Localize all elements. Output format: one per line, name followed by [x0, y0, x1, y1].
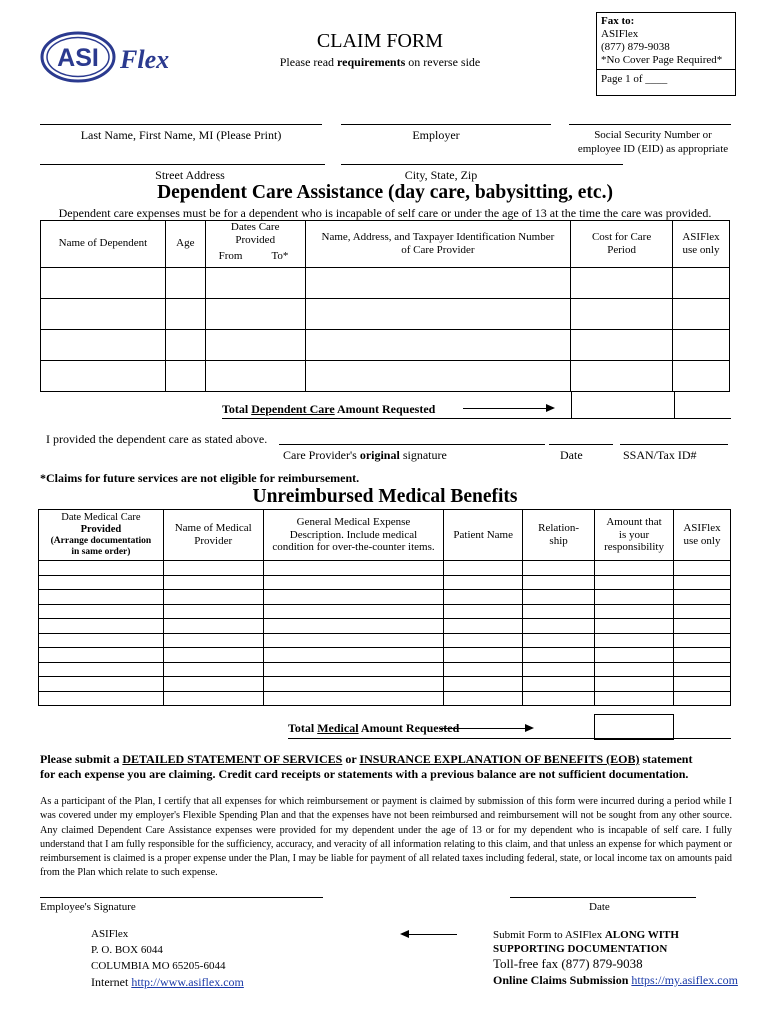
ssn-line[interactable] — [569, 124, 731, 125]
table-row[interactable] — [39, 590, 731, 605]
table-row[interactable] — [39, 604, 731, 619]
internet-link[interactable]: http://www.asiflex.com — [131, 975, 244, 989]
employer-line[interactable] — [341, 124, 551, 125]
logo-asi-text: ASI — [57, 44, 99, 72]
fax-name: ASIFlex — [601, 28, 639, 40]
table-row[interactable] — [39, 648, 731, 663]
col-dates: Dates Care Provided — [205, 221, 305, 248]
dependent-note: Dependent care expenses must be for a dependent who is incapable of self care or under the age of 13 at the time the care was provided. — [58, 206, 712, 220]
arrow-left-icon — [402, 934, 457, 935]
col-med-amount: Amount that is your responsibility — [595, 510, 674, 561]
medical-total-box[interactable] — [594, 714, 674, 740]
table-row[interactable] — [39, 575, 731, 590]
dependent-total-label: Total Dependent Care Amount Requested — [222, 402, 436, 416]
medical-total-label: Total Medical Amount Requested — [288, 721, 460, 735]
city-line[interactable] — [341, 164, 623, 165]
provider-signature-line[interactable] — [279, 444, 545, 445]
mailing-address: ASIFlex P. O. BOX 6044 COLUMBIA MO 65205-6044 Internet http://www.asiflex.com — [91, 928, 244, 989]
street-line[interactable] — [40, 164, 325, 165]
fax-label: Fax to: — [601, 15, 635, 27]
col-med-provider: Name of Medical Provider — [163, 510, 263, 561]
employee-date-line[interactable] — [510, 897, 696, 898]
col-to: To* — [255, 247, 305, 267]
online-link[interactable]: https://my.asiflex.com — [631, 973, 738, 987]
col-asiflex: ASIFlex use only — [673, 221, 730, 268]
medical-total-rule — [288, 738, 731, 739]
table-row[interactable] — [39, 691, 731, 706]
table-row[interactable] — [41, 267, 730, 298]
name-line[interactable] — [40, 124, 322, 125]
table-row[interactable] — [41, 298, 730, 329]
col-cost: Cost for Care Period — [571, 221, 673, 268]
certification-text: As a participant of the Plan, I certify that all expenses for which reimbursement or payment is claimed by submission of this form were incurred during a period while I was covered under my employer's Flexible Spending Plan and that the expenses have not been reimbursed and reimbursement will not be sought from any other source. Any claimed Dependent Care Assistance expenses were provided for my dependent under the age of 13 or for my dependent who is incapable of self care. I fully understand that I am fully responsible for the sufficiency, accuracy, and veracity of all information relating to this claim, and that unless an expense for which payment or reimbursement is claimed is a proper expense under the Plan, I may be liable for payment of all related taxes including federal, state, or local income tax on amounts paid from the Plan which relate to such expense. — [40, 796, 732, 879]
employee-signature-label: Employee's Signature — [40, 901, 136, 913]
col-med-desc: General Medical Expense Description. Include medical condition for over-the-counter items. — [263, 510, 444, 561]
submit-instructions: Please submit a DETAILED STATEMENT OF SERVICES or INSURANCE EXPLANATION OF BENEFITS (EOB) statement for each expense you are claiming. Credit card receipts or statements with a previous balance are not sufficient documentation. — [40, 752, 693, 781]
col-dependent-name: Name of Dependent — [41, 221, 166, 268]
provided-text: I provided the dependent care as stated above. — [46, 432, 268, 446]
employer-label: Employer — [412, 128, 460, 142]
fax-note: *No Cover Page Required* — [601, 54, 723, 66]
employee-date-label: Date — [589, 901, 610, 913]
col-med-patient: Patient Name — [444, 510, 523, 561]
future-note: *Claims for future services are not eligible for reimbursement. — [40, 471, 360, 485]
provider-date-label: Date — [560, 448, 583, 462]
table-row[interactable] — [39, 619, 731, 634]
ssn-label: Social Security Number or employee ID (EID) as appropriate — [577, 129, 729, 155]
employee-signature-line[interactable] — [40, 897, 323, 898]
provider-signature-label: Care Provider's original signature — [283, 448, 447, 462]
form-subtitle: Please read requirements on reverse side — [279, 55, 481, 69]
street-label: Street Address — [155, 168, 225, 182]
arrow-right-icon — [463, 408, 553, 409]
table-row[interactable] — [39, 633, 731, 648]
dependent-table — [40, 220, 730, 392]
table-row[interactable] — [41, 329, 730, 360]
dependent-total-rule — [222, 418, 731, 419]
fax-number: (877) 879-9038 — [601, 41, 670, 53]
name-label: Last Name, First Name, MI (Please Print) — [80, 128, 282, 142]
page-count: Page 1 of ____ — [597, 69, 735, 86]
provider-ssan-label: SSAN/Tax ID# — [623, 448, 697, 462]
table-row[interactable] — [41, 360, 730, 391]
col-from: From — [205, 247, 255, 267]
table-row[interactable] — [39, 561, 731, 576]
medical-heading: Unreimbursed Medical Benefits — [252, 486, 518, 507]
submit-info: Submit Form to ASIFlex ALONG WITH SUPPORTING DOCUMENTATION Toll-free fax (877) 879-9038 Online Claims Submission https://my.asiflex.com — [493, 929, 738, 987]
medical-table — [38, 509, 731, 706]
arrow-right-icon — [440, 728, 532, 729]
table-row[interactable] — [39, 677, 731, 692]
city-label: City, State, Zip — [404, 168, 478, 182]
col-med-asiflex: ASIFlex use only — [673, 510, 730, 561]
col-med-relation: Relation- ship — [523, 510, 595, 561]
table-row[interactable] — [39, 662, 731, 677]
form-title: CLAIM FORM — [316, 30, 444, 52]
fax-box — [596, 12, 736, 96]
col-age: Age — [165, 221, 205, 268]
dependent-heading: Dependent Care Assistance (day care, babysitting, etc.) — [157, 182, 613, 203]
provider-date-line[interactable] — [549, 444, 613, 445]
provider-ssan-line[interactable] — [620, 444, 728, 445]
dependent-total-box[interactable] — [571, 391, 675, 419]
col-provider: Name, Address, and Taxpayer Identification Number of Care Provider — [305, 221, 571, 268]
col-med-date: Date Medical Care Provided (Arrange documentation in same order) — [39, 510, 164, 561]
asiflex-logo — [40, 30, 190, 84]
logo-flex-text: Flex — [120, 45, 170, 74]
